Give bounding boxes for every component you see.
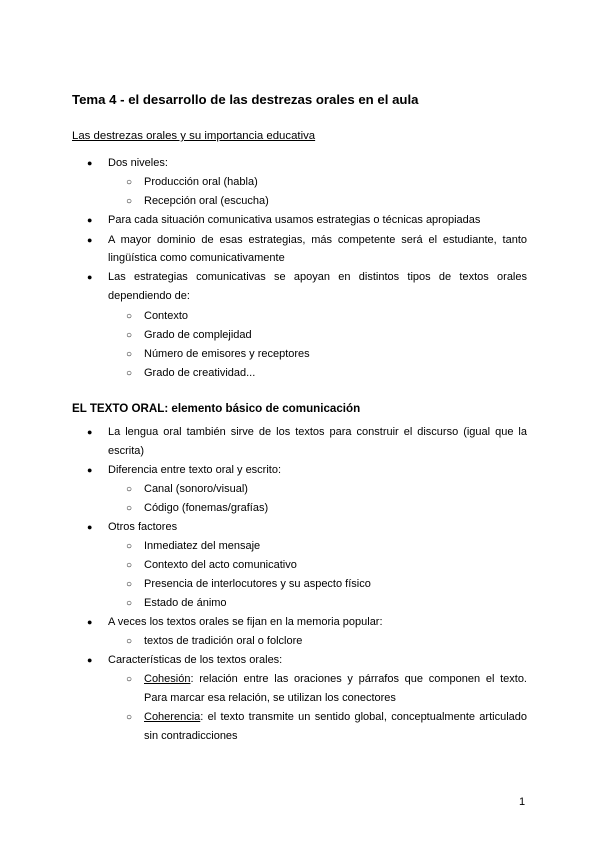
list-item: Grado de creatividad... — [144, 367, 256, 379]
bullet-icon: ● — [87, 427, 93, 437]
list-item: Dos niveles: — [108, 157, 168, 169]
circle-bullet-icon: ○ — [126, 330, 133, 341]
circle-bullet-icon: ○ — [126, 579, 133, 590]
circle-bullet-icon: ○ — [126, 311, 133, 322]
list-item: Otros factores — [108, 521, 178, 533]
list-item: Para cada situación comunicativa usamos estrategias o técnicas apropiadas — [108, 214, 481, 226]
term-cohesion: Cohesión — [144, 673, 191, 685]
circle-bullet-icon: ○ — [126, 484, 133, 495]
page-number: 1 — [519, 796, 526, 808]
list-item: Número de emisores y receptores — [144, 348, 310, 360]
list-item: Diferencia entre texto oral y escrito: — [108, 464, 282, 476]
list-item — [144, 670, 527, 689]
bullet-icon: ● — [87, 272, 93, 282]
list-item-continuation: lingüística como comunicativamente — [108, 252, 285, 264]
list-item: Código (fonemas/grafías) — [144, 502, 269, 514]
list-item: Contexto del acto comunicativo — [144, 559, 297, 571]
bullet-icon: ● — [87, 617, 93, 627]
list-item: A veces los textos orales se fijan en la memoria popular: — [108, 616, 383, 628]
list-item: Producción oral (habla) — [144, 176, 258, 188]
list-item — [144, 708, 527, 727]
list-item-continuation: escrita) — [108, 445, 145, 457]
circle-bullet-icon: ○ — [126, 674, 133, 685]
document-title: Tema 4 - el desarrollo de las destrezas orales en el aula — [72, 92, 419, 107]
list-item: Las estrategias comunicativas se apoyan en distintos tipos de textos orales — [108, 271, 527, 283]
coherencia-definition: : el texto transmite un sentido global, conceptualmente articulado — [200, 711, 527, 723]
list-item: Estado de ánimo — [144, 597, 227, 609]
list-item: A mayor dominio de esas estrategias, más competente será el estudiante, tanto — [108, 234, 527, 246]
circle-bullet-icon: ○ — [126, 541, 133, 552]
circle-bullet-icon: ○ — [126, 368, 133, 379]
cohesion-definition: : relación entre las oraciones y párrafos que componen el texto. — [190, 673, 527, 685]
list-item: Características de los textos orales: — [108, 654, 283, 666]
circle-bullet-icon: ○ — [126, 712, 133, 723]
list-item-continuation: sin contradicciones — [144, 730, 238, 742]
list-item: textos de tradición oral o folclore — [144, 635, 303, 647]
list-item: Presencia de interlocutores y su aspecto físico — [144, 578, 371, 590]
list-item: La lengua oral también sirve de los textos para construir el discurso (igual que la — [108, 426, 527, 438]
list-item: Recepción oral (escucha) — [144, 195, 269, 207]
section-title: EL TEXTO ORAL: elemento básico de comunicación — [72, 402, 361, 415]
bullet-icon: ● — [87, 522, 93, 532]
section-subtitle: Las destrezas orales y su importancia educativa — [72, 130, 316, 142]
list-item: Canal (sonoro/visual) — [144, 483, 248, 495]
circle-bullet-icon: ○ — [126, 598, 133, 609]
list-item-continuation: Para marcar esa relación, se utilizan los conectores — [144, 692, 396, 704]
list-item: Contexto — [144, 310, 189, 322]
bullet-icon: ● — [87, 655, 93, 665]
bullet-icon: ● — [87, 465, 93, 475]
bullet-icon: ● — [87, 215, 93, 225]
term-coherencia: Coherencia — [144, 711, 201, 723]
circle-bullet-icon: ○ — [126, 503, 133, 514]
list-item: Inmediatez del mensaje — [144, 540, 261, 552]
list-item-continuation: dependiendo de: — [108, 290, 190, 302]
circle-bullet-icon: ○ — [126, 636, 133, 647]
bullet-icon: ● — [87, 158, 93, 168]
list-item: Grado de complejidad — [144, 329, 252, 341]
circle-bullet-icon: ○ — [126, 177, 133, 188]
circle-bullet-icon: ○ — [126, 196, 133, 207]
bullet-icon: ● — [87, 235, 93, 245]
circle-bullet-icon: ○ — [126, 560, 133, 571]
circle-bullet-icon: ○ — [126, 349, 133, 360]
